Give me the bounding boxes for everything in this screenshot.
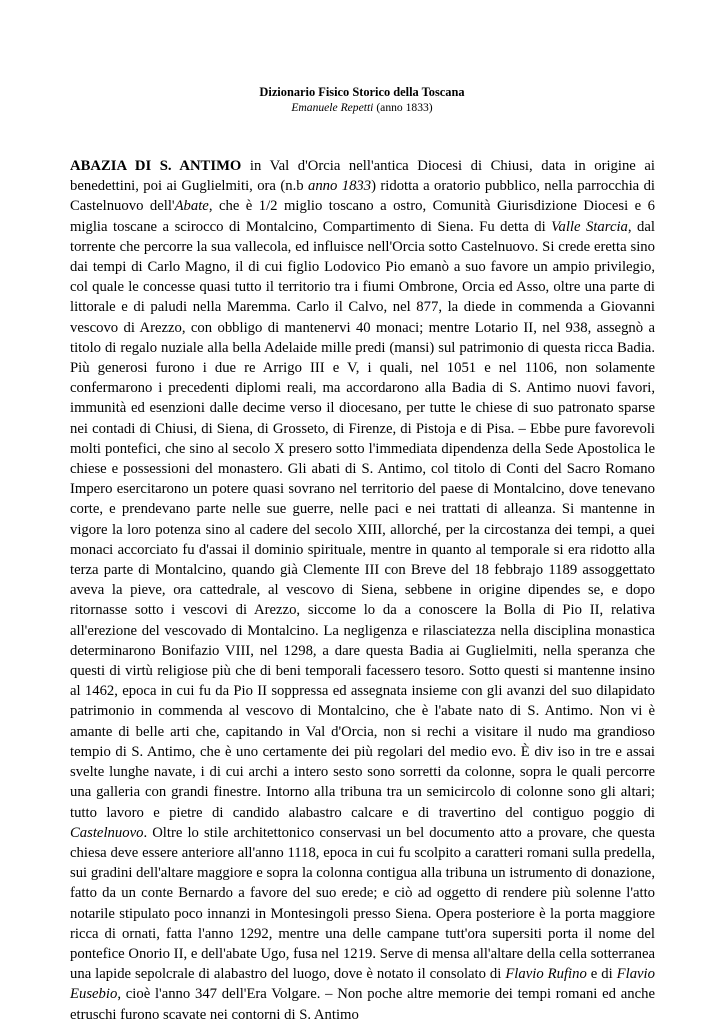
- entry-text-italic: anno 1833: [307, 178, 372, 195]
- entry-text-italic: Flavio Eusebio: [70, 966, 655, 1003]
- entry-text-segment: ) ridotta a oratorio pubblico, nella parrocchia di Castelnuovo dell': [70, 178, 656, 215]
- document-header: [0, 85, 724, 115]
- author-name: Emanuele Repetti: [291, 101, 374, 114]
- document-subtitle: [0, 101, 724, 115]
- entry-text-segment: , cioè l'anno 347 dell'Era Volgare. – Non poche altre memorie dei tempi romani ed anche etruschi furono scavate nei contorni di S. Antimo: [70, 986, 655, 1023]
- entry-lemma: ABAZIA DI S. ANTIMO: [70, 158, 242, 174]
- entry-text-italic: Abate: [174, 198, 209, 215]
- entry-text: [70, 156, 655, 1025]
- entry-text-italic: Castelnuovo: [70, 824, 144, 841]
- publication-year: (anno 1833): [376, 101, 433, 114]
- entry-text-segment: . Oltre lo stile architettonico conservasi un bel documento atto a provare, che questa chiesa deve essere anteriore all'anno 1118, epoca in cui fu scolpito a caratteri romani sulla predella, sui gradini dell'altare maggiore e sopra la colonna contigua alla tribuna un istrumento di donazione, fatto da un conte Bernardo a favore del suo erede; e ciò ad oggetto di rendere più solenne l'atto notarile stipulato poco innanzi in Montesingoli presso Siena. Opera posteriore è la porta maggiore ricca di ornati, fatta l'anno 1292, mentre una delle campane tutt'ora supersiti porta il nome del pontefice Onorio II, e dell'abate Ugo, fusa nel 1219. Serve di mensa all'altare della cella sotterranea una lapide sepolcrale di alabastro del luogo, dove è notato il consolato di: [70, 824, 655, 983]
- document-title: Dizionario Fisico Storico della Toscana: [259, 85, 465, 99]
- entry-text-italic: Flavio Rufino: [505, 966, 587, 983]
- entry-text-italic: Valle Starcia: [551, 218, 628, 235]
- entry-text-segment: , dal torrente che percorre la sua vallecola, ed influisce nell'Orcia sotto Castelnuovo. Si crede eretta sino dai tempi di Carlo Magno, il di cui figlio Lodovico Pio emanò a suo favore un ampio privilegio, col quale le concesse quasi tutto il territorio tra i fiumi Ombrone, Orcia ed Asso, oltre una parte di littorale e di paludi nella Maremma. Carlo il Calvo, nel 877, la diede in commenda a Giovanni vescovo di Arezzo, con obbligo di mantenervi 40 monaci; mentre Lotario II, nel 938, assegnò a titolo di regalo nuziale alla bella Adelaide mille predi (mansi) sul patrimonio di questa ricca Badia. Più generosi furono i due re Arrigo III e V, i quali, nel 1051 e nel 1106, non solamente confermarono i precedenti diplomi reali, ma accordarono alla Badia di S. Antimo nuovi favori, immunità ed esenzioni dalle decime verso il diocesano, per tutte le chiese di suo patronato sparse nei contadi di Chiusi, di Siena, di Grosseto, di Firenze, di Pistoja e di Pisa. – Ebbe pure favorevoli molti pontefici, che sino al secolo X presero sotto l'immediata dipendenza della Sede Apostolica le chiese e possessioni del monastero. Gli abati di S. Antimo, col titolo di Conti del Sacro Romano Impero esercitarono un potere quasi sovrano nel territorio del paese di Montalcino, dove tenevano corte, e prendevano parte nelle sue guerre, nelle paci e nei trattati di alleanza. Si mantenne in vigore la loro potenza sino al cadere del secolo XIII, allorché, per la circostanza dei tempi, a quei monaci accorciato fu d'assai il dominio spirituale, mentre in quanto al temporale si era ridotto alla terza parte di Montalcino, quando già Clemente III con Breve del 18 febbrajo 1189 assoggettato aveva la pieve, ora cattedrale, al vescovo di Siena, sebbene in origine dipendes se, e dopo ritornasse sotto i vescovi di Arezzo, siccome lo da a conoscere la Bolla di Pio II, relativa all'erezione del vescovado di Montalcino. La negligenza e rilasciatezza nella disciplina monastica determinarono Bonifazio VIII, nel 1298, a dare questa Badia ai Guglielmiti, nella speranza che questi di virtù religiose più che di beni temporali facessero tesoro. Sotto questi si mantenne insino al 1462, epoca in cui fu da Pio II soppressa ed assegnata insieme con gli avanzi del suo dilapidato patrimonio in commenda al vescovo di Montalcino, che è l'abate nato di S. Antimo. Non vi è amante di belle arti che, capitando in Val d'Orcia, non si rechi a visitare il nudo ma grandioso tempio di S. Antimo, che è uno certamente dei più regolari del medio evo. È div iso in tre e assai svelte lunghe navate, i di cui archi a intero sesto sono sorretti da colonne, sopra le quali percorre una galleria con grandi finestre. Intorno alla tribuna tra un semicircolo di colonne sono gli altari; tutto lavoro e pietre di candido alabastro calcare e di travertino del contiguo poggio di: [70, 218, 655, 821]
- entry-text-segment: in Val d'Orcia nell'antica Diocesi di Chiusi, data in origine ai benedettini, poi ai Guglielmiti, ora (n.b: [70, 158, 655, 195]
- entry-text-segment: e di: [586, 966, 617, 983]
- entry-text-segment: , che è 1/2 miglio toscano a ostro, Comunità Giurisdizione Diocesi e 6 miglia toscane a scirocco di Montalcino, Compartimento di Siena. Fu detta di: [70, 198, 655, 235]
